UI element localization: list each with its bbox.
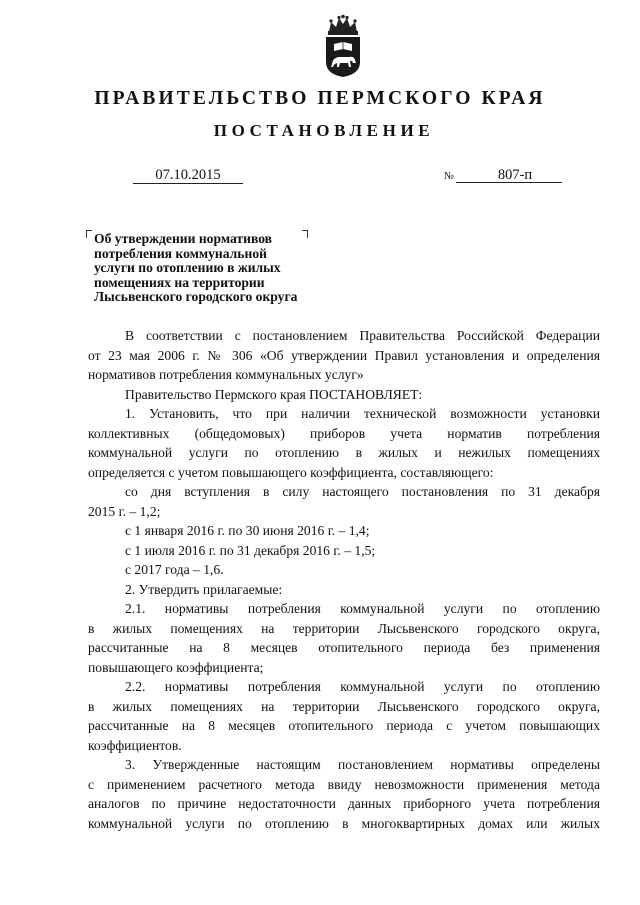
text-line: в жилых помещениях на территории Лысьвенского городского округа, <box>88 620 600 636</box>
text-line: аналогов по причине недостаточности данных приборного учета потребления <box>88 796 600 811</box>
text-line: коммунальной услуги по отоплению в жилых и нежилых помещениях <box>88 445 600 460</box>
text-line: 2015 г. – 1,2; <box>88 503 161 519</box>
text-line: рассчитанные на 8 месяцев отопительного периода с учетом повышающих <box>88 718 600 733</box>
paragraph-resolves <box>88 385 600 405</box>
text-line: нормативов потребления коммунальных услуг» <box>88 367 364 382</box>
paragraph-item-2 <box>88 580 600 600</box>
text-line: коллективных (общедомовых) приборов учета норматив потребления <box>88 425 600 441</box>
government-title: ПРАВИТЕЛЬСТВО ПЕРМСКОГО КРАЯ <box>94 88 546 109</box>
perm-krai-coat-of-arms-icon <box>323 14 363 78</box>
text-line: с применением расчетного метода ввиду невозможности применения метода <box>88 776 600 792</box>
text-line: 3. Утвержденные настоящим постановлением нормативы определены <box>125 757 600 772</box>
text-line: Правительство Пермского края ПОСТАНОВЛЯЕТ: <box>125 386 423 402</box>
text-line: с 2017 года – 1,6. <box>125 562 224 577</box>
text-line: со дня вступления в силу настоящего постановления по 31 декабря <box>125 484 600 499</box>
subject-line: помещениях на территории <box>94 274 265 290</box>
paragraph-preamble <box>88 326 600 385</box>
subject-line: потребления коммунальной <box>94 245 267 261</box>
subject-line: услуги по отоплению в жилых <box>94 260 281 275</box>
text-line: с 1 января 2016 г. по 30 июня 2016 г. – 1,4; <box>125 523 370 538</box>
document-subject <box>94 232 324 305</box>
text-line: 1. Установить, что при наличии технической возможности установки <box>125 406 600 421</box>
text-line: В соответствии с постановлением Правительства Российской Федерации <box>125 328 600 343</box>
paragraph-coef-2017 <box>88 560 600 580</box>
text-line: 2.2. нормативы потребления коммунальной услуги по отоплению <box>125 679 600 694</box>
paragraph-coef-2015 <box>88 482 600 521</box>
text-line: от 23 мая 2006 г. № 306 «Об утверждении Правил установления и определения <box>88 347 600 363</box>
text-line: коммунальной услуги по отоплению в многоквартирных домах или жилых <box>88 815 600 831</box>
subject-bracket-left <box>86 230 92 238</box>
paragraph-coef-2016-h2 <box>88 541 600 561</box>
subject-line: Об утверждении нормативов <box>94 231 272 246</box>
text-line: коэффициентов. <box>88 737 182 753</box>
text-line: определяется с учетом повышающего коэффициента, составляющего: <box>88 464 494 480</box>
text-line: рассчитанные на 8 месяцев отопительного периода без применения <box>88 640 600 655</box>
paragraph-item-2-1 <box>88 599 600 677</box>
text-line: в жилых помещениях на территории Лысьвенского городского округа, <box>88 698 600 714</box>
paragraph-coef-2016-h1 <box>88 521 600 541</box>
document-body <box>88 326 600 833</box>
document-date: 07.10.2015 <box>133 167 243 184</box>
document-type-title: ПОСТАНОВЛЕНИЕ <box>213 121 435 140</box>
text-line: 2. Утвердить прилагаемые: <box>125 581 283 597</box>
paragraph-item-1 <box>88 404 600 482</box>
text-line: 2.1. нормативы потребления коммунальной услуги по отоплению <box>125 601 600 616</box>
paragraph-item-3 <box>88 755 600 833</box>
document-number: 807-п <box>456 167 562 183</box>
number-sign: № <box>444 171 455 182</box>
text-line: повышающего коэффициента; <box>88 659 264 675</box>
text-line: с 1 июля 2016 г. по 31 декабря 2016 г. – 1,5; <box>125 542 376 558</box>
subject-line: Лысьвенского городского округа <box>94 289 298 304</box>
paragraph-item-2-2 <box>88 677 600 755</box>
